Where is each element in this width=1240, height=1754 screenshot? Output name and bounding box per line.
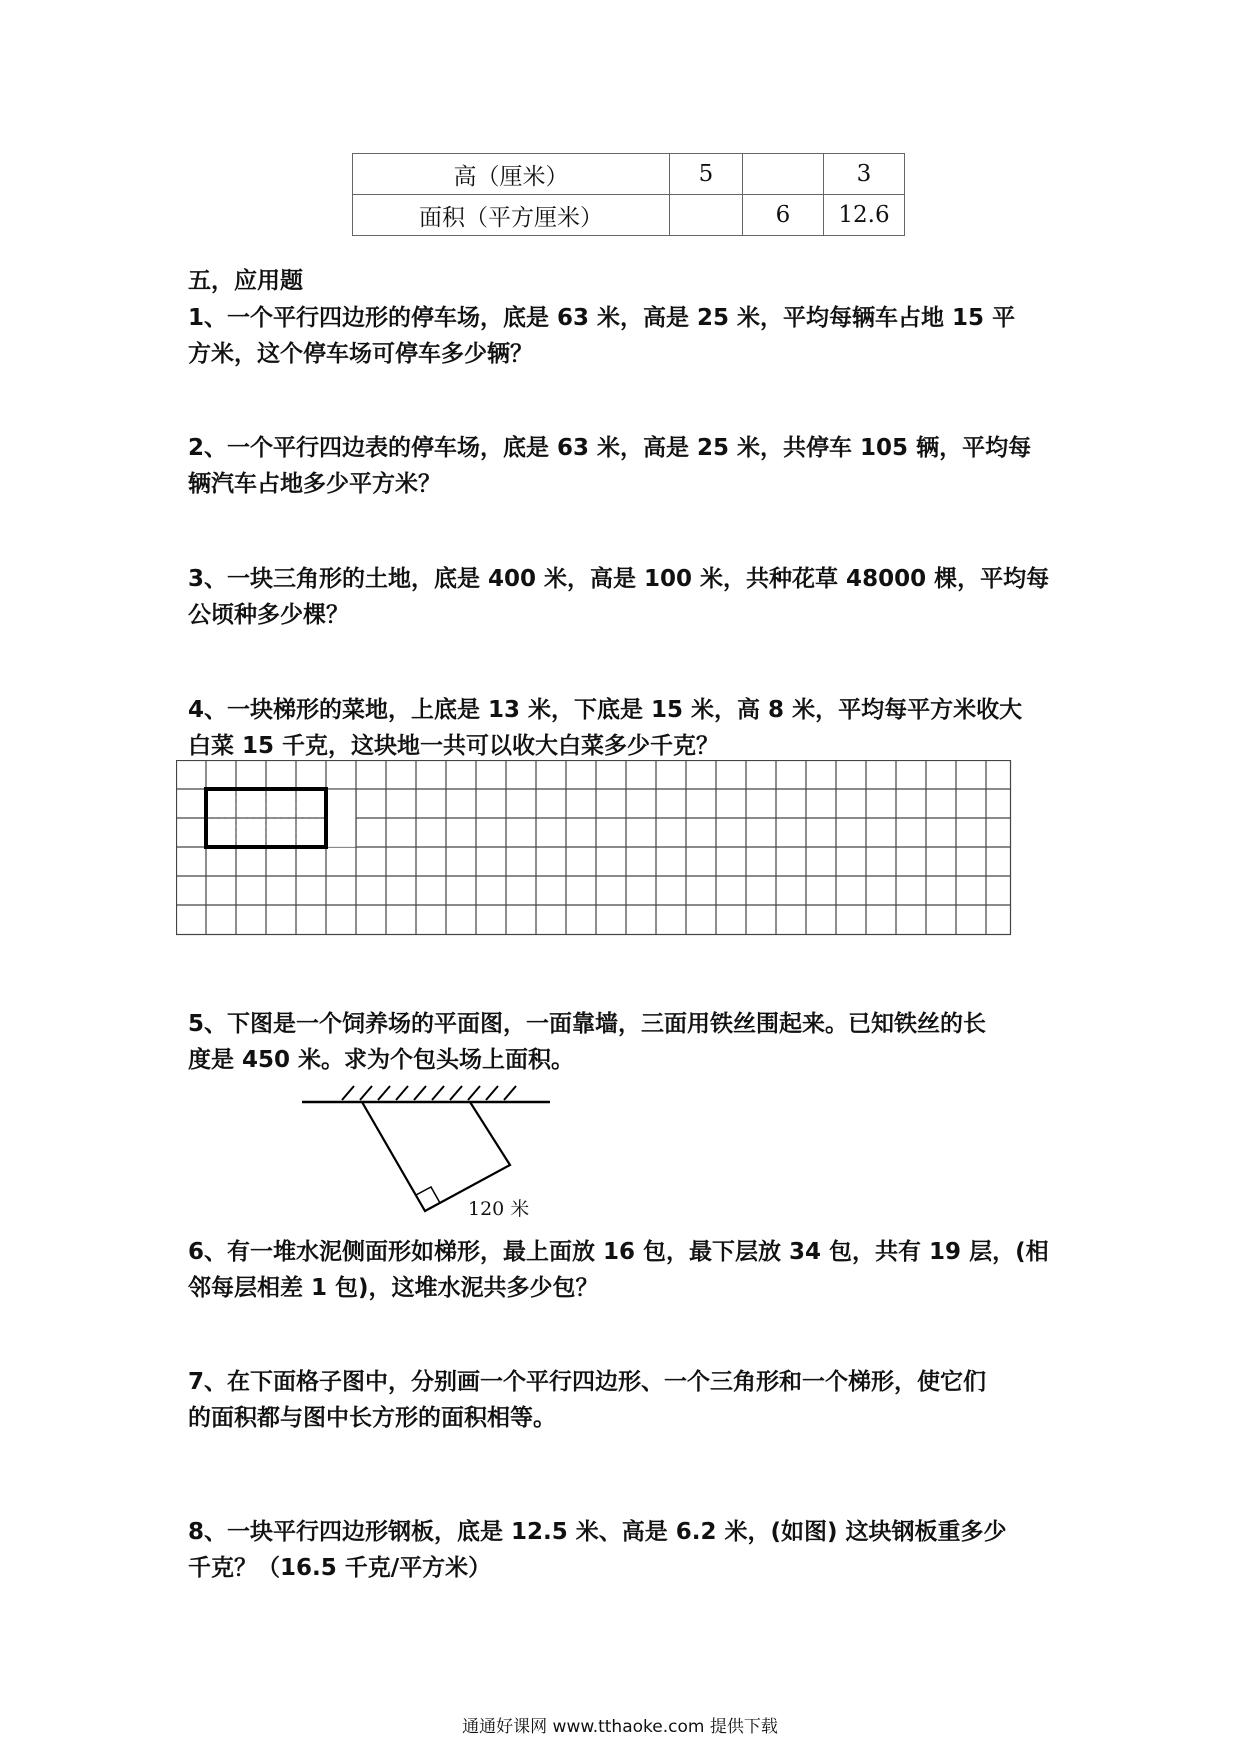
wall-hatching xyxy=(342,1086,516,1100)
table-row xyxy=(353,195,905,236)
table-cell: 6 xyxy=(743,195,824,236)
question-line: 6、有一堆水泥侧面形如梯形，最上面放 16 包，最下层放 34 包，共有 19 层，(相 xyxy=(188,1239,1049,1265)
row-label: 高（厘米） xyxy=(353,154,670,195)
question-line: 8、一块平行四边形钢板，底是 12.5 米、高是 6.2 米，(如图) 这块钢板重多少 xyxy=(188,1519,1007,1545)
table-cell xyxy=(670,195,743,236)
section-title: 五，应用题 xyxy=(188,268,303,294)
question-4 xyxy=(188,692,1068,764)
question-line: 白菜 15 千克，这块地一共可以收大白菜多少千克？ xyxy=(188,733,720,759)
question-3 xyxy=(188,561,1068,633)
question-1 xyxy=(188,300,1068,372)
question-line: 公顷种多少棵？ xyxy=(188,602,349,628)
table-cell: 12.6 xyxy=(824,195,905,236)
table-row xyxy=(353,154,905,195)
question-line: 邻每层相差 1 包)，这堆水泥共多少包？ xyxy=(188,1275,599,1301)
table-cell xyxy=(743,154,824,195)
question-line: 千克？（16.5 千克/平方米） xyxy=(188,1555,492,1581)
question-line: 3、一块三角形的土地，底是 400 米，高是 100 米，共种花草 48000 棵，平均每 xyxy=(188,566,1050,592)
question-line: 4、一块梯形的菜地，上底是 13 米，下底是 15 米，高 8 米，平均每平方米收大 xyxy=(188,697,1023,723)
question-line: 2、一个平行四边表的停车场，底是 63 米，高是 25 米，共停车 105 辆，平均每 xyxy=(188,435,1032,461)
table-cell: 5 xyxy=(670,154,743,195)
question-line: 1、一个平行四边形的停车场，底是 63 米，高是 25 米，平均每辆车占地 15 平 xyxy=(188,305,1016,331)
grid-figure xyxy=(176,760,1018,940)
question-7 xyxy=(188,1364,1068,1436)
table-cell: 3 xyxy=(824,154,905,195)
question-line: 的面积都与图中长方形的面积相等。 xyxy=(188,1405,556,1431)
question-line: 方米，这个停车场可停车多少辆？ xyxy=(188,341,533,367)
question-line: 辆汽车占地多少平方米？ xyxy=(188,471,441,497)
diagram-label: 120 米 xyxy=(468,1198,530,1220)
question-2 xyxy=(188,430,1068,502)
question-line: 5、下图是一个饲养场的平面图，一面靠墙，三面用铁丝围起来。已知铁丝的长 xyxy=(188,1011,987,1037)
footer-text: 通通好课网 www.tthaoke.com 提供下载 xyxy=(462,1717,778,1737)
row-label: 面积（平方厘米） xyxy=(353,195,670,236)
question-line: 度是 450 米。求为个包头场上面积。 xyxy=(188,1047,575,1073)
question-6 xyxy=(188,1234,1068,1306)
question-5 xyxy=(188,1006,1068,1078)
question-8 xyxy=(188,1514,1068,1586)
question-line: 7、在下面格子图中，分别画一个平行四边形、一个三角形和一个梯形，使它们 xyxy=(188,1369,987,1395)
values-table xyxy=(352,153,905,236)
